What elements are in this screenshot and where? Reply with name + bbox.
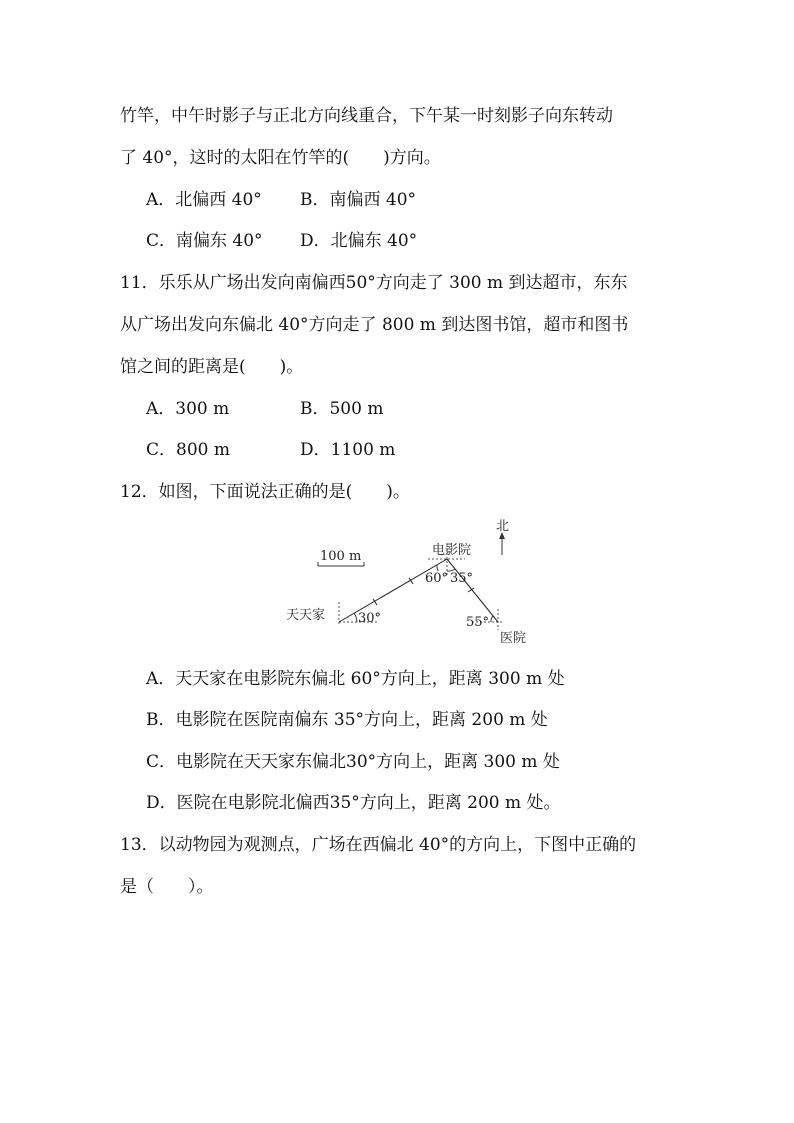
q10-option-c: C．南偏东 40°	[146, 231, 263, 251]
q13-text-line-2: 是（ ）。	[120, 877, 214, 897]
q11-option-a: A．300 m	[146, 399, 230, 419]
route-cinema-to-hospital	[447, 559, 498, 622]
north-label: 北	[496, 519, 510, 534]
angle-label-hospital: 55°	[466, 615, 490, 630]
q11-text-line-1: 11．乐乐从广场出发向南偏西50°方向走了 300 m 到达超市，东东	[120, 273, 628, 293]
q11-option-c: C．800 m	[146, 440, 230, 460]
angle-label-cinema-left: 60°	[425, 571, 449, 586]
q12-option-b: B．电影院在医院南偏东 35°方向上，距离 200 m 处	[146, 710, 548, 730]
scale-label: 100 m	[320, 549, 362, 564]
q12-direction-diagram	[280, 515, 550, 650]
cinema-label: 电影院	[432, 543, 472, 558]
home-label: 天天家	[286, 608, 326, 623]
q10-text-line-1: 竹竿，中午时影子与正北方向线重合，下午某一时刻影子向东转动	[120, 106, 613, 126]
q10-option-a: A．北偏西 40°	[146, 190, 262, 210]
q10-option-b: B．南偏西 40°	[300, 190, 417, 210]
q12-option-c: C．电影院在天天家东偏北30°方向上，距离 300 m 处	[146, 752, 560, 772]
angle-arc-home	[354, 613, 357, 622]
angle-arc-hospital	[491, 616, 493, 622]
q12-option-a: A．天天家在电影院东偏北 60°方向上，距离 300 m 处	[146, 669, 565, 689]
q11-text-line-3: 馆之间的距离是( )。	[120, 357, 304, 377]
q12-text-line-1: 12．如图，下面说法正确的是( )。	[120, 482, 410, 502]
q12-option-d: D．医院在电影院北偏西35°方向上，距离 200 m 处。	[146, 793, 561, 813]
angle-label-home: 30°	[358, 611, 382, 626]
q11-option-b: B．500 m	[300, 399, 384, 419]
hospital-label: 医院	[500, 631, 527, 646]
q10-text-line-2: 了 40°，这时的太阳在竹竿的( )方向。	[120, 148, 441, 168]
angle-label-cinema-right: 35°	[450, 571, 474, 586]
q10-option-d: D．北偏东 40°	[300, 231, 418, 251]
q11-option-d: D．1100 m	[300, 440, 396, 460]
q11-text-line-2: 从广场出发向东偏北 40°方向走了 800 m 到达图书馆，超市和图书	[120, 315, 629, 335]
route-home-to-cinema	[339, 559, 447, 622]
q13-text-line-1: 13．以动物园为观测点，广场在西偏北 40°的方向上，下图中正确的	[120, 835, 637, 855]
